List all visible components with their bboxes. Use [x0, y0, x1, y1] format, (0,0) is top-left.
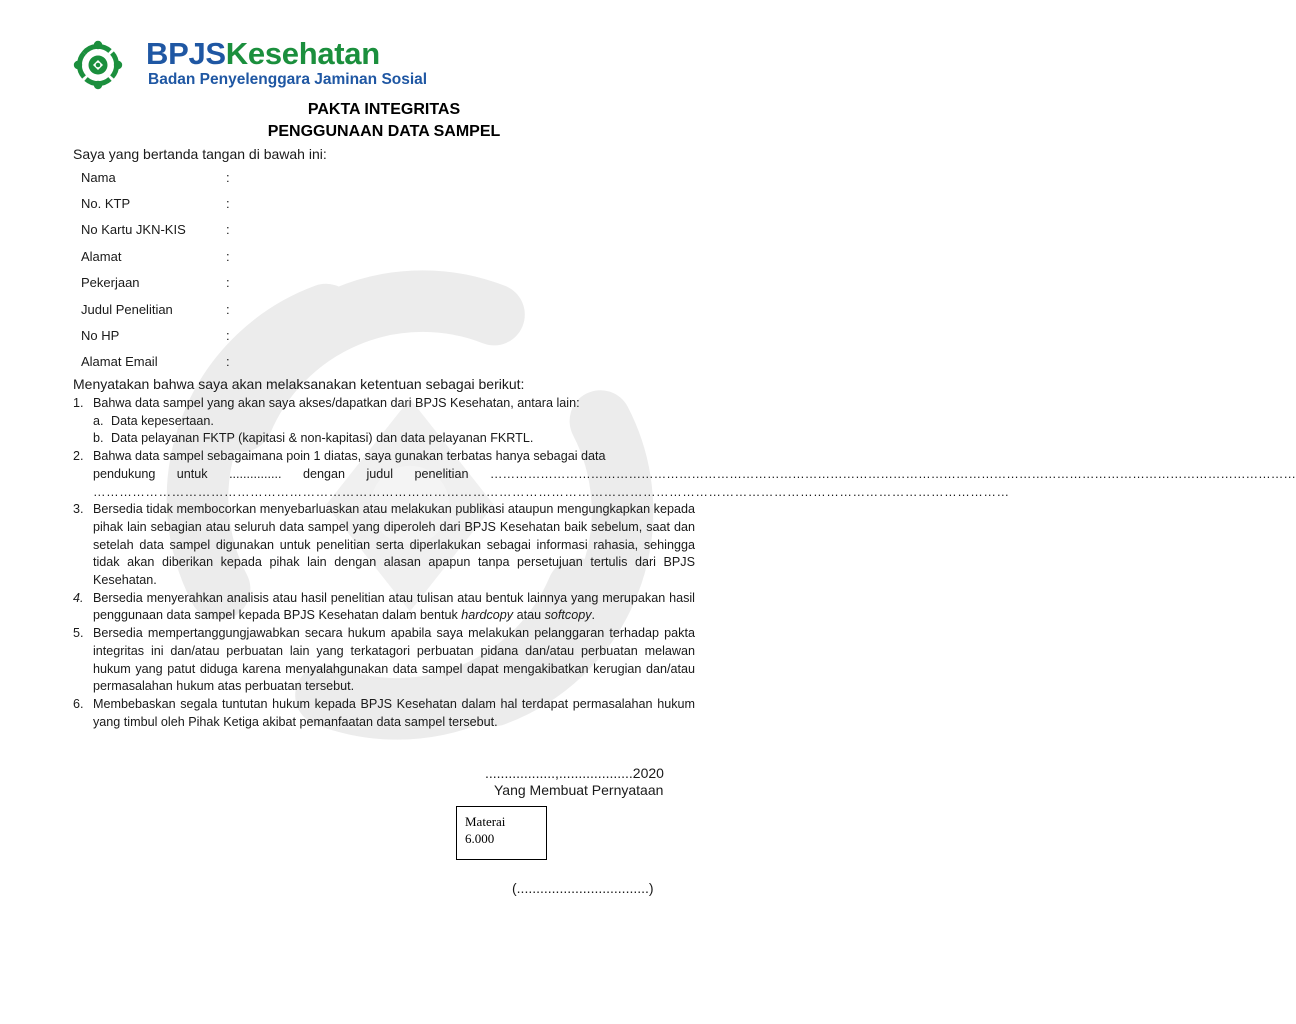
- term-subitem-a: [93, 413, 695, 431]
- term-number: 5.: [73, 626, 84, 641]
- term-item-1: [73, 395, 695, 448]
- field-label: Nama: [81, 170, 116, 185]
- field-alamat-email: [81, 354, 281, 372]
- term-text: Bersedia tidak membocorkan menyebarluaskan atau melakukan publikasi ataupun mengungkapkan kepada pihak lain sebagian atau seluruh data sampel yang diperoleh dari BPJS Kesehatan baik sebelum, saat dan setelah data sampel digunakan untuk penelitian serta diperlakukan sebagai informasi rahasia, sehingga tidak akan diberikan kepada pihak lain dengan alasan apapun tanpa persetujuan tertulis dari BPJS Kesehatan.: [93, 502, 695, 588]
- field-colon: :: [226, 249, 230, 264]
- term-text: Bahwa data sampel yang akan saya akses/dapatkan dari BPJS Kesehatan, antara lain:: [93, 396, 580, 410]
- field-judul-penelitian: [81, 302, 281, 320]
- stamp-value: 6.000: [465, 831, 495, 846]
- brand-name-bpjs: BPJS: [146, 36, 226, 71]
- field-label: Pekerjaan: [81, 275, 140, 290]
- header-logo: [70, 36, 428, 93]
- document-subtitle: PENGGUNAAN DATA SAMPEL: [267, 123, 501, 140]
- term-item-3: [73, 501, 695, 590]
- field-colon: :: [226, 170, 230, 185]
- field-no-kartu: [81, 222, 281, 240]
- term-number: 4.: [73, 590, 84, 605]
- brand-name: [146, 36, 380, 72]
- subitem-letter: a.: [93, 413, 104, 428]
- term-item-6: [73, 696, 695, 731]
- date-line: ..................,...................2020: [485, 765, 664, 781]
- document-title: PAKTA INTEGRITAS: [307, 101, 461, 118]
- subitem-text: Data pelayanan FKTP (kapitasi & non-kapitasi) dan data pelayanan FKRTL.: [111, 431, 534, 446]
- field-label: No HP: [81, 328, 120, 343]
- subitem-text: Data kepesertaan.: [111, 413, 214, 428]
- field-label: Alamat Email: [81, 354, 158, 369]
- term-text: atau: [516, 608, 542, 623]
- term-item-2: [73, 448, 1296, 501]
- term-number: 1.: [73, 396, 84, 410]
- term-word: judul: [366, 466, 394, 481]
- brand-name-kesehatan: Kesehatan: [225, 36, 380, 71]
- term-subitem-b: [93, 430, 695, 448]
- term-text-italic: hardcopy: [461, 608, 514, 623]
- field-pekerjaan: [81, 275, 281, 293]
- field-nama: [81, 170, 281, 188]
- term-text: Bahwa data sampel sebagaimana poin 1 diatas, saya gunakan terbatas hanya sebagai data: [93, 449, 606, 464]
- field-colon: :: [226, 302, 230, 317]
- stamp-label: Materai: [465, 814, 506, 829]
- term-number: 3.: [73, 502, 84, 517]
- field-colon: :: [226, 196, 230, 211]
- term-text: Bersedia mempertanggungjawabkan secara hukum apabila saya melakukan pelanggaran terhadap pakta integritas ini dan/atau perbuatan lain yang terkatagori perbuatan pidana dan/atau perbuatan melawan hukum yang patut diduga karena menyalahgunakan data sampel dapat mengakibatkan kerugian dan/atau permasalahan hukum atas perbuatan tersebut.: [93, 626, 695, 694]
- field-colon: :: [226, 328, 230, 343]
- bpjs-logo-icon: [70, 37, 126, 93]
- field-label: Alamat: [81, 249, 122, 264]
- field-label: No. KTP: [81, 196, 131, 211]
- term-text: Membebaskan segala tuntutan hukum kepada BPJS Kesehatan dalam hal terdapat permasalahan hukum yang timbul oleh Pihak Ketiga akibat pemanfaatan data sampel tersebut.: [93, 696, 695, 729]
- declaration-text: Menyatakan bahwa saya akan melaksanakan ketentuan sebagai berikut:: [73, 376, 525, 392]
- term-word: penelitian: [414, 466, 469, 481]
- field-alamat: [81, 249, 281, 267]
- stamp-duty-box: [456, 806, 547, 860]
- term-number: 6.: [73, 696, 84, 711]
- blank-dots-line: …………………………………………………………………………………………………………………………………………………………………………………………: [93, 484, 1010, 499]
- term-word: dengan: [303, 466, 346, 481]
- blank-dots: …………………………………………………………………………………………………………………………………………………………………………: [489, 466, 1296, 481]
- term-word: untuk: [176, 466, 208, 481]
- field-colon: :: [226, 222, 230, 237]
- term-text-italic: softcopy: [544, 608, 592, 623]
- field-colon: :: [226, 275, 230, 290]
- intro-text: Saya yang bertanda tangan di bawah ini:: [73, 146, 327, 162]
- term-item-5: [73, 625, 695, 696]
- term-number: 2.: [73, 449, 84, 464]
- field-no-ktp: [81, 196, 281, 214]
- term-text-line: [93, 466, 1296, 484]
- term-text: Bersedia menyerahkan analisis atau hasil penelitian atau tulisan atau bentuk lainnya yang merupakan hasil penggunaan data sampel kepada BPJS Kesehatan dalam bentuk: [93, 590, 695, 623]
- terms-list: [73, 395, 1296, 731]
- brand-subtitle: Badan Penyelenggara Jaminan Sosial: [148, 71, 428, 88]
- blank-dots: ...............: [229, 466, 282, 481]
- term-text: .: [591, 608, 596, 623]
- signatory-title: Yang Membuat Pernyataan: [494, 782, 664, 798]
- field-colon: :: [226, 354, 230, 369]
- term-item-4: [73, 590, 695, 625]
- subitem-letter: b.: [93, 431, 104, 446]
- term-word: pendukung: [93, 466, 156, 481]
- field-label: No Kartu JKN-KIS: [81, 222, 186, 237]
- field-no-hp: [81, 328, 281, 346]
- signature-line: (..................................): [512, 880, 654, 896]
- field-label: Judul Penelitian: [81, 302, 173, 317]
